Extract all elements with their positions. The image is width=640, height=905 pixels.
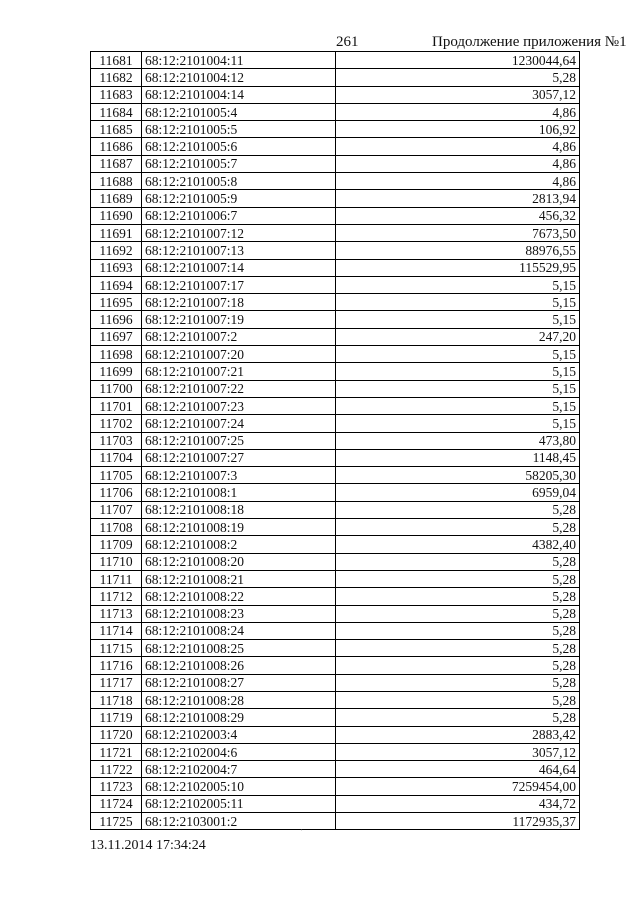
row-number: 11681	[91, 52, 142, 69]
cadastral-value: 5,28	[336, 622, 580, 639]
cadastral-value: 4,86	[336, 173, 580, 190]
cadastral-value: 115529,95	[336, 259, 580, 276]
cadastral-number: 68:12:2102005:10	[142, 778, 336, 795]
cadastral-number: 68:12:2101005:7	[142, 155, 336, 172]
table-row	[91, 69, 580, 86]
table-row	[91, 501, 580, 518]
cadastral-number: 68:12:2101005:9	[142, 190, 336, 207]
cadastral-value: 4,86	[336, 138, 580, 155]
cadastral-number: 68:12:2101008:24	[142, 622, 336, 639]
table-row	[91, 622, 580, 639]
table-row	[91, 311, 580, 328]
registry-table	[90, 51, 580, 830]
cadastral-value: 5,28	[336, 588, 580, 605]
cadastral-number: 68:12:2102003:4	[142, 726, 336, 743]
cadastral-number: 68:12:2102004:6	[142, 743, 336, 760]
table-row	[91, 691, 580, 708]
cadastral-number: 68:12:2101008:19	[142, 519, 336, 536]
cadastral-value: 247,20	[336, 328, 580, 345]
cadastral-number: 68:12:2101007:27	[142, 449, 336, 466]
cadastral-value: 464,64	[336, 761, 580, 778]
table-row	[91, 224, 580, 241]
row-number: 11706	[91, 484, 142, 501]
cadastral-number: 68:12:2101007:24	[142, 415, 336, 432]
table-row	[91, 346, 580, 363]
cadastral-value: 3057,12	[336, 86, 580, 103]
table-row	[91, 536, 580, 553]
cadastral-value: 106,92	[336, 121, 580, 138]
cadastral-number: 68:12:2101006:7	[142, 207, 336, 224]
row-number: 11694	[91, 276, 142, 293]
cadastral-number: 68:12:2102004:7	[142, 761, 336, 778]
page-number: 261	[336, 34, 359, 50]
page-title: Продолжение приложения №1	[432, 34, 627, 50]
cadastral-number: 68:12:2101005:6	[142, 138, 336, 155]
row-number: 11701	[91, 397, 142, 414]
cadastral-number: 68:12:2101008:2	[142, 536, 336, 553]
cadastral-value: 5,15	[336, 415, 580, 432]
cadastral-number: 68:12:2101007:13	[142, 242, 336, 259]
row-number: 11709	[91, 536, 142, 553]
cadastral-number: 68:12:2101008:1	[142, 484, 336, 501]
footer-date: 13.11.2014 17:34:24	[90, 838, 206, 853]
cadastral-value: 88976,55	[336, 242, 580, 259]
cadastral-number: 68:12:2101008:21	[142, 570, 336, 587]
cadastral-value: 2883,42	[336, 726, 580, 743]
cadastral-number: 68:12:2101008:29	[142, 709, 336, 726]
row-number: 11711	[91, 570, 142, 587]
cadastral-number: 68:12:2101004:12	[142, 69, 336, 86]
cadastral-value: 2813,94	[336, 190, 580, 207]
row-number: 11691	[91, 224, 142, 241]
cadastral-number: 68:12:2101007:14	[142, 259, 336, 276]
cadastral-value: 5,28	[336, 570, 580, 587]
table-row	[91, 432, 580, 449]
table-row	[91, 657, 580, 674]
table-row	[91, 52, 580, 69]
table-row	[91, 138, 580, 155]
cadastral-number: 68:12:2101005:8	[142, 173, 336, 190]
cadastral-number: 68:12:2101008:27	[142, 674, 336, 691]
table-row	[91, 155, 580, 172]
cadastral-number: 68:12:2101007:21	[142, 363, 336, 380]
table-row	[91, 328, 580, 345]
cadastral-number: 68:12:2101008:23	[142, 605, 336, 622]
cadastral-value: 4382,40	[336, 536, 580, 553]
cadastral-number: 68:12:2101008:25	[142, 640, 336, 657]
row-number: 11721	[91, 743, 142, 760]
row-number: 11696	[91, 311, 142, 328]
cadastral-number: 68:12:2101004:11	[142, 52, 336, 69]
table-row	[91, 484, 580, 501]
table-row	[91, 795, 580, 812]
cadastral-value: 7259454,00	[336, 778, 580, 795]
row-number: 11697	[91, 328, 142, 345]
row-number: 11708	[91, 519, 142, 536]
cadastral-number: 68:12:2101008:22	[142, 588, 336, 605]
table-row	[91, 415, 580, 432]
row-number: 11710	[91, 553, 142, 570]
cadastral-number: 68:12:2101004:14	[142, 86, 336, 103]
row-number: 11693	[91, 259, 142, 276]
cadastral-number: 68:12:2101007:12	[142, 224, 336, 241]
cadastral-value: 5,15	[336, 346, 580, 363]
cadastral-value: 5,28	[336, 709, 580, 726]
row-number: 11704	[91, 449, 142, 466]
cadastral-value: 7673,50	[336, 224, 580, 241]
cadastral-value: 434,72	[336, 795, 580, 812]
cadastral-value: 5,28	[336, 553, 580, 570]
cadastral-value: 5,28	[336, 501, 580, 518]
row-number: 11690	[91, 207, 142, 224]
cadastral-value: 5,15	[336, 380, 580, 397]
table-row	[91, 570, 580, 587]
row-number: 11705	[91, 467, 142, 484]
table-row	[91, 709, 580, 726]
table-row	[91, 743, 580, 760]
cadastral-value: 4,86	[336, 103, 580, 120]
row-number: 11700	[91, 380, 142, 397]
row-number: 11699	[91, 363, 142, 380]
row-number: 11716	[91, 657, 142, 674]
table-row	[91, 121, 580, 138]
cadastral-number: 68:12:2101007:3	[142, 467, 336, 484]
cadastral-value: 5,15	[336, 276, 580, 293]
cadastral-value: 58205,30	[336, 467, 580, 484]
table-row	[91, 778, 580, 795]
cadastral-number: 68:12:2101007:19	[142, 311, 336, 328]
cadastral-number: 68:12:2101007:20	[142, 346, 336, 363]
table-row	[91, 259, 580, 276]
table-row	[91, 397, 580, 414]
table-row	[91, 761, 580, 778]
table-row	[91, 190, 580, 207]
cadastral-value: 5,28	[336, 519, 580, 536]
row-number: 11712	[91, 588, 142, 605]
cadastral-number: 68:12:2101008:18	[142, 501, 336, 518]
cadastral-value: 5,28	[336, 69, 580, 86]
cadastral-value: 5,15	[336, 294, 580, 311]
cadastral-number: 68:12:2101005:4	[142, 103, 336, 120]
cadastral-number: 68:12:2102005:11	[142, 795, 336, 812]
table-row	[91, 363, 580, 380]
cadastral-value: 5,28	[336, 640, 580, 657]
row-number: 11720	[91, 726, 142, 743]
row-number: 11715	[91, 640, 142, 657]
cadastral-number: 68:12:2101007:25	[142, 432, 336, 449]
row-number: 11703	[91, 432, 142, 449]
row-number: 11686	[91, 138, 142, 155]
cadastral-number: 68:12:2103001:2	[142, 813, 336, 830]
cadastral-number: 68:12:2101008:28	[142, 691, 336, 708]
cadastral-value: 5,28	[336, 674, 580, 691]
cadastral-number: 68:12:2101007:17	[142, 276, 336, 293]
row-number: 11717	[91, 674, 142, 691]
table-row	[91, 519, 580, 536]
cadastral-value: 6959,04	[336, 484, 580, 501]
row-number: 11725	[91, 813, 142, 830]
table-row	[91, 380, 580, 397]
registry-table-body	[91, 52, 580, 830]
row-number: 11683	[91, 86, 142, 103]
table-row	[91, 726, 580, 743]
cadastral-value: 4,86	[336, 155, 580, 172]
cadastral-number: 68:12:2101005:5	[142, 121, 336, 138]
cadastral-value: 5,15	[336, 311, 580, 328]
cadastral-value: 5,15	[336, 363, 580, 380]
cadastral-value: 1172935,37	[336, 813, 580, 830]
table-row	[91, 588, 580, 605]
row-number: 11692	[91, 242, 142, 259]
row-number: 11702	[91, 415, 142, 432]
scan-mark: ˈ	[300, 828, 303, 837]
cadastral-value: 5,28	[336, 691, 580, 708]
table-row	[91, 173, 580, 190]
row-number: 11719	[91, 709, 142, 726]
cadastral-value: 3057,12	[336, 743, 580, 760]
table-row	[91, 467, 580, 484]
row-number: 11688	[91, 173, 142, 190]
row-number: 11689	[91, 190, 142, 207]
cadastral-value: 1148,45	[336, 449, 580, 466]
table-row	[91, 640, 580, 657]
row-number: 11687	[91, 155, 142, 172]
row-number: 11713	[91, 605, 142, 622]
row-number: 11707	[91, 501, 142, 518]
row-number: 11695	[91, 294, 142, 311]
table-row	[91, 276, 580, 293]
cadastral-number: 68:12:2101007:22	[142, 380, 336, 397]
cadastral-number: 68:12:2101008:20	[142, 553, 336, 570]
table-row	[91, 242, 580, 259]
cadastral-value: 1230044,64	[336, 52, 580, 69]
cadastral-number: 68:12:2101007:2	[142, 328, 336, 345]
table-row	[91, 449, 580, 466]
table-row	[91, 103, 580, 120]
cadastral-value: 5,28	[336, 605, 580, 622]
table-row	[91, 813, 580, 830]
cadastral-value: 5,28	[336, 657, 580, 674]
row-number: 11723	[91, 778, 142, 795]
table-row	[91, 86, 580, 103]
table-row	[91, 553, 580, 570]
cadastral-value: 473,80	[336, 432, 580, 449]
table-row	[91, 674, 580, 691]
cadastral-value: 5,15	[336, 397, 580, 414]
row-number: 11682	[91, 69, 142, 86]
cadastral-number: 68:12:2101007:23	[142, 397, 336, 414]
cadastral-number: 68:12:2101007:18	[142, 294, 336, 311]
row-number: 11722	[91, 761, 142, 778]
cadastral-value: 456,32	[336, 207, 580, 224]
row-number: 11724	[91, 795, 142, 812]
row-number: 11685	[91, 121, 142, 138]
row-number: 11698	[91, 346, 142, 363]
table-row	[91, 207, 580, 224]
row-number: 11718	[91, 691, 142, 708]
row-number: 11684	[91, 103, 142, 120]
table-row	[91, 294, 580, 311]
table-row	[91, 605, 580, 622]
cadastral-number: 68:12:2101008:26	[142, 657, 336, 674]
row-number: 11714	[91, 622, 142, 639]
